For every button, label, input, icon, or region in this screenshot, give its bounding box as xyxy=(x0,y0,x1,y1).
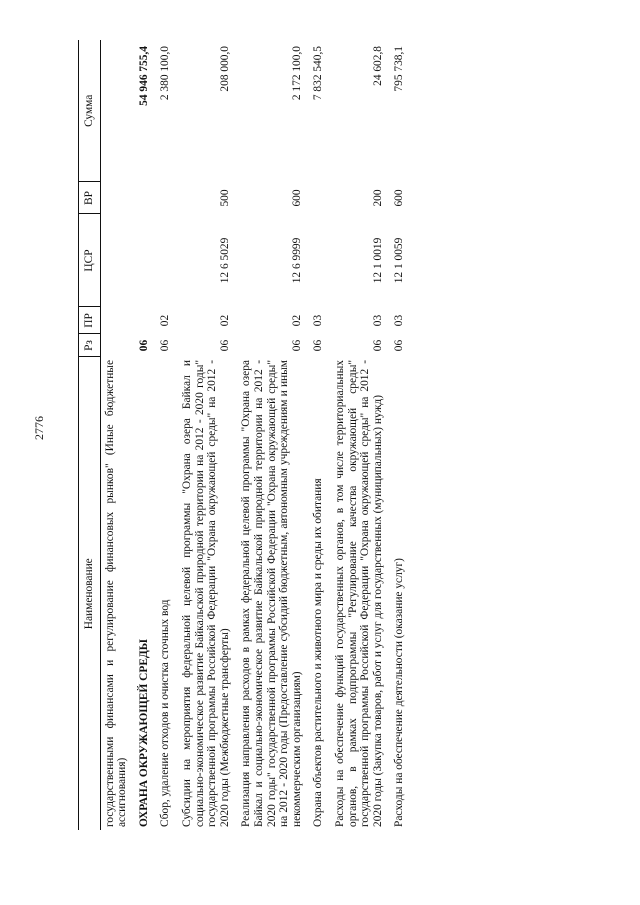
table-row xyxy=(100,40,135,830)
row-rz: 06 xyxy=(159,339,172,352)
page-number: 2776 xyxy=(32,416,46,440)
row-rz: 06 xyxy=(371,339,384,352)
row-sum: 2 380 100,0 xyxy=(159,46,172,101)
row-csr: 12 6 9999 xyxy=(290,237,303,284)
row-name: государственными финансами и регулирование финансовых рынков" (Иные бюджетные ассигнования) xyxy=(103,360,129,827)
table-row xyxy=(331,40,390,830)
row-vr xyxy=(100,182,135,214)
row-pr: 03 xyxy=(393,314,406,327)
row-pr xyxy=(135,307,157,334)
row-vr xyxy=(156,182,178,214)
row-pr: 02 xyxy=(290,314,303,327)
row-csr: 12 1 0059 xyxy=(393,237,406,284)
row-pr: 03 xyxy=(312,314,325,327)
header-sum: Сумма xyxy=(79,40,101,182)
row-csr xyxy=(135,214,157,307)
table-header-row xyxy=(79,40,101,830)
row-pr: 03 xyxy=(371,314,384,327)
row-sum: 795 738,1 xyxy=(393,46,406,92)
table-row xyxy=(390,40,412,830)
header-vr: ВР xyxy=(79,182,101,214)
row-sum: 24 602,8 xyxy=(371,46,384,86)
row-csr: 12 1 0019 xyxy=(371,237,384,284)
table-row xyxy=(237,40,309,830)
row-name: Охрана объектов растительного и животного мира и среды их обитания xyxy=(312,478,325,827)
row-name: Субсидии на мероприятия федеральной целевой программы "Охрана озера Байкал и социально-экономическое развитие Байкальской природной территории на 2012 - 2020 годы" государственной программы Российской Федерации "Охрана окружающей среды" на 2012 - 2020 годы (Межбюджетные трансферты) xyxy=(180,360,231,827)
header-pr: ПР xyxy=(79,307,101,334)
row-csr xyxy=(100,214,135,307)
header-rz: Рз xyxy=(79,334,101,357)
row-vr: 600 xyxy=(393,189,406,207)
row-name: Сбор, удаление отходов и очистка сточных вод xyxy=(159,599,172,827)
table-row xyxy=(156,40,178,830)
header-name: Наименование xyxy=(79,357,101,830)
table-body xyxy=(100,40,412,830)
budget-table xyxy=(78,40,412,830)
row-vr: 600 xyxy=(290,189,303,207)
row-sum xyxy=(100,40,135,182)
table-row xyxy=(135,40,157,830)
row-rz: 06 xyxy=(137,339,150,352)
row-vr: 200 xyxy=(371,189,384,207)
row-sum: 2 172 100,0 xyxy=(290,46,303,101)
row-pr: 02 xyxy=(159,314,172,327)
row-csr xyxy=(156,214,178,307)
table-row xyxy=(178,40,237,830)
row-name: ОХРАНА ОКРУЖАЮЩЕЙ СРЕДЫ xyxy=(137,639,150,827)
row-name: Расходы на обеспечение деятельности (оказание услуг) xyxy=(393,558,406,827)
row-csr xyxy=(309,214,331,307)
row-vr xyxy=(135,182,157,214)
row-sum: 7 832 540,5 xyxy=(312,46,325,101)
rotated-table-container xyxy=(78,40,618,830)
row-name: Реализация направления расходов в рамках федеральной целевой программы "Охрана озера Байкал и социально-экономическое развитие Байкальской природной территории на 2012 - 2020 годы" государственной программы Российской Федерации "Охрана окружающей среды" на 2012 - 2020 годы (Предоставление субсидий бюджетным, автономным учреждениям и иным некоммерческим организациям) xyxy=(240,360,303,827)
row-rz: 06 xyxy=(290,339,303,352)
row-rz: 06 xyxy=(393,339,406,352)
row-sum: 54 946 755,4 xyxy=(137,46,150,106)
row-rz: 06 xyxy=(312,339,325,352)
row-name: Расходы на обеспечение функций государственных органов, в том числе территориальных органов, в рамках подпрограммы "Регулирование качества окружающей среды" государственной программы Российской Федерации "Охрана окружающей среды" на 2012 - 2020 годы (Закупка товаров, работ и услуг для государственных (муниципальных) нужд) xyxy=(333,360,384,827)
table-row xyxy=(309,40,331,830)
row-vr: 500 xyxy=(218,189,231,207)
row-rz: 06 xyxy=(218,339,231,352)
row-pr: 02 xyxy=(218,314,231,327)
row-vr xyxy=(309,182,331,214)
row-pr xyxy=(100,307,135,334)
row-sum: 208 000,0 xyxy=(218,46,231,92)
row-rz xyxy=(100,334,135,357)
row-csr: 12 6 5029 xyxy=(218,237,231,284)
header-csr: ЦСР xyxy=(79,214,101,307)
